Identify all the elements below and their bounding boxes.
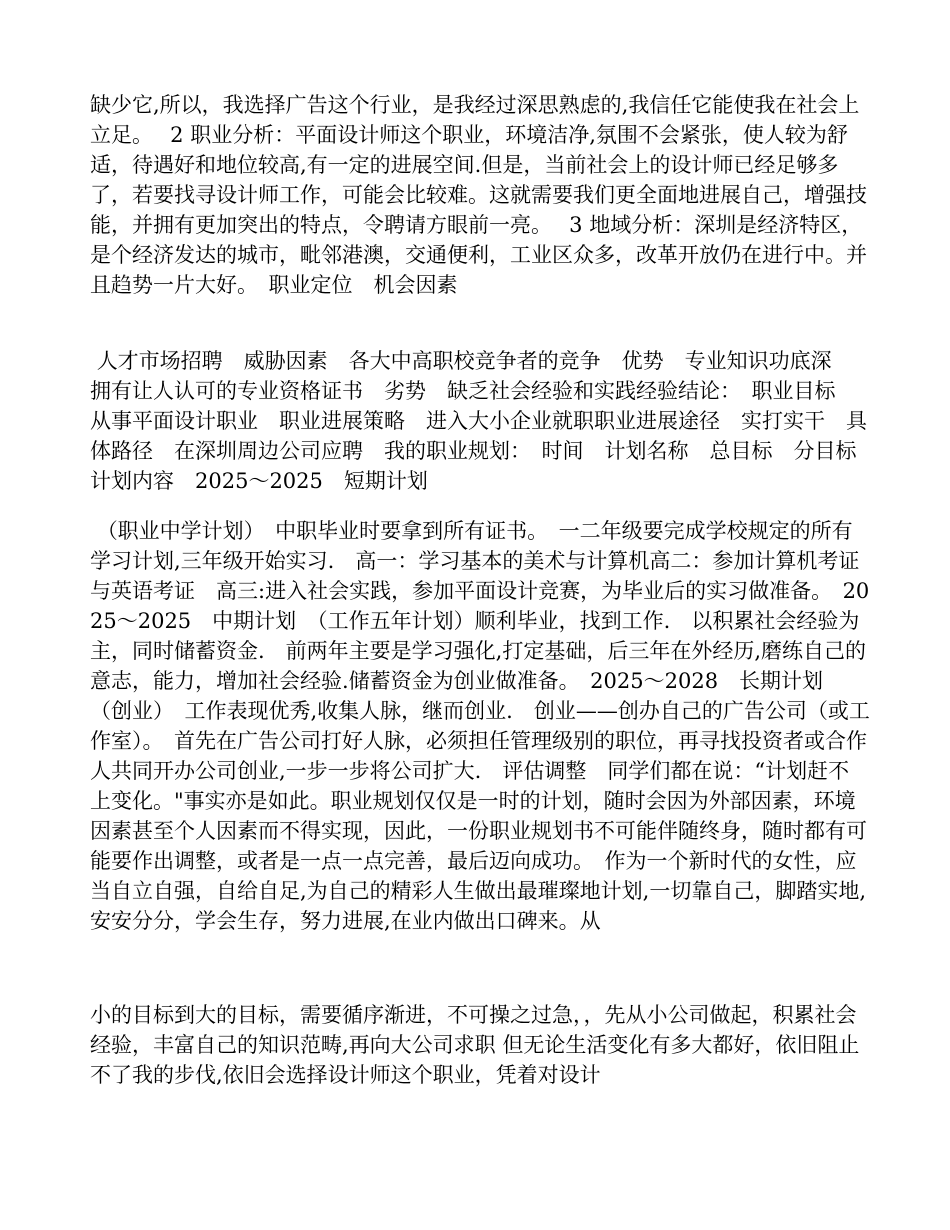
paragraph-career-analysis: 缺少它,所以，我选择广告这个行业，是我经过深思熟虑的,我信任它能使我在社会上立足。 2 职业分析：平面设计师这个职业，环境洁净,氛围不会紧张，使人较为舒适，待遇好和地位较高,有一定的进展空间.但是，当前社会上的设计师已经足够多了，若要找寻设计师工作，可能会比较难。这就需要我们更全面地进展自己，增强技能，并拥有更加突出的特点，令聘请方眼前一亮。 3 地域分析：深圳是经济特区，是个经济发达的城市，毗邻港澳，交通便利，工业区众多，改革开放仍在进行中。并且趋势一片大好。 职业定位 机会因素	[90, 93, 867, 297]
paragraph-swot-summary: 人才市场招聘 威胁因素 各大中高职校竞争者的竞争 优势 专业知识功底深 拥有让人认可的专业资格证书 劣势 缺乏社会经验和实践经验结论： 职业目标 从事平面设计职业 职业进展策略 进入大小企业就职职业进展途径 实打实干 具体路径 在深圳周边公司应聘 我的职业规划： 时间 计划名称 总目标 分目标 计划内容 2025～2025 短期计划	[90, 349, 878, 493]
paragraph-conclusion: 小的目标到大的目标，需要循序渐进，不可操之过急，，先从小公司做起，积累社会经验，丰富自己的知识范畴,再向大公司求职 但无论生活变化有多大都好，依旧阻止不了我的步伐,依旧会选择设计师这个职业，凭着对设计	[90, 1003, 860, 1087]
paragraph-career-plan: （职业中学计划） 中职毕业时要拿到所有证书。 一二年级要完成学校规定的所有学习计划,三年级开始实习. 高一：学习基本的美术与计算机高二：参加计算机考证与英语考证 高三:进入社会实践，参加平面设计竞赛，为毕业后的实习做准备。 2025～2025 中期计划 （工作五年计划）顺利毕业，找到工作. 以积累社会经验为主，同时储蓄资金. 前两年主要是学习强化,打定基础，后三年在外经历,磨练自己的意志，能力，增加社会经验.储蓄资金为创业做准备。 2025～2028 长期计划 （创业） 工作表现优秀,收集人脉，继而创业. 创业——创办自己的广告公司（或工作室）。 首先在广告公司打好人脉，必须担任管理级别的职位，再寻找投资者或合作人共同开办公司创业,一步一步将公司扩大. 评估调整 同学们都在说：“计划赶不上变化。"事实亦是如此。职业规划仅仅是一时的计划，随时会因为外部因素，环境因素甚至个人因素而不得实现，因此，一份职业规划书不可能伴随终身，随时都有可能要作出调整，或者是一点一点完善，最后迈向成功。 作为一个新时代的女性，应当自立自强，自给自足,为自己的精彩人生做出最璀璨地计划,一切靠自己，脚踏实地,安安分分，学会生存，努力进展,在业内做出口碑来。从	[90, 519, 870, 933]
